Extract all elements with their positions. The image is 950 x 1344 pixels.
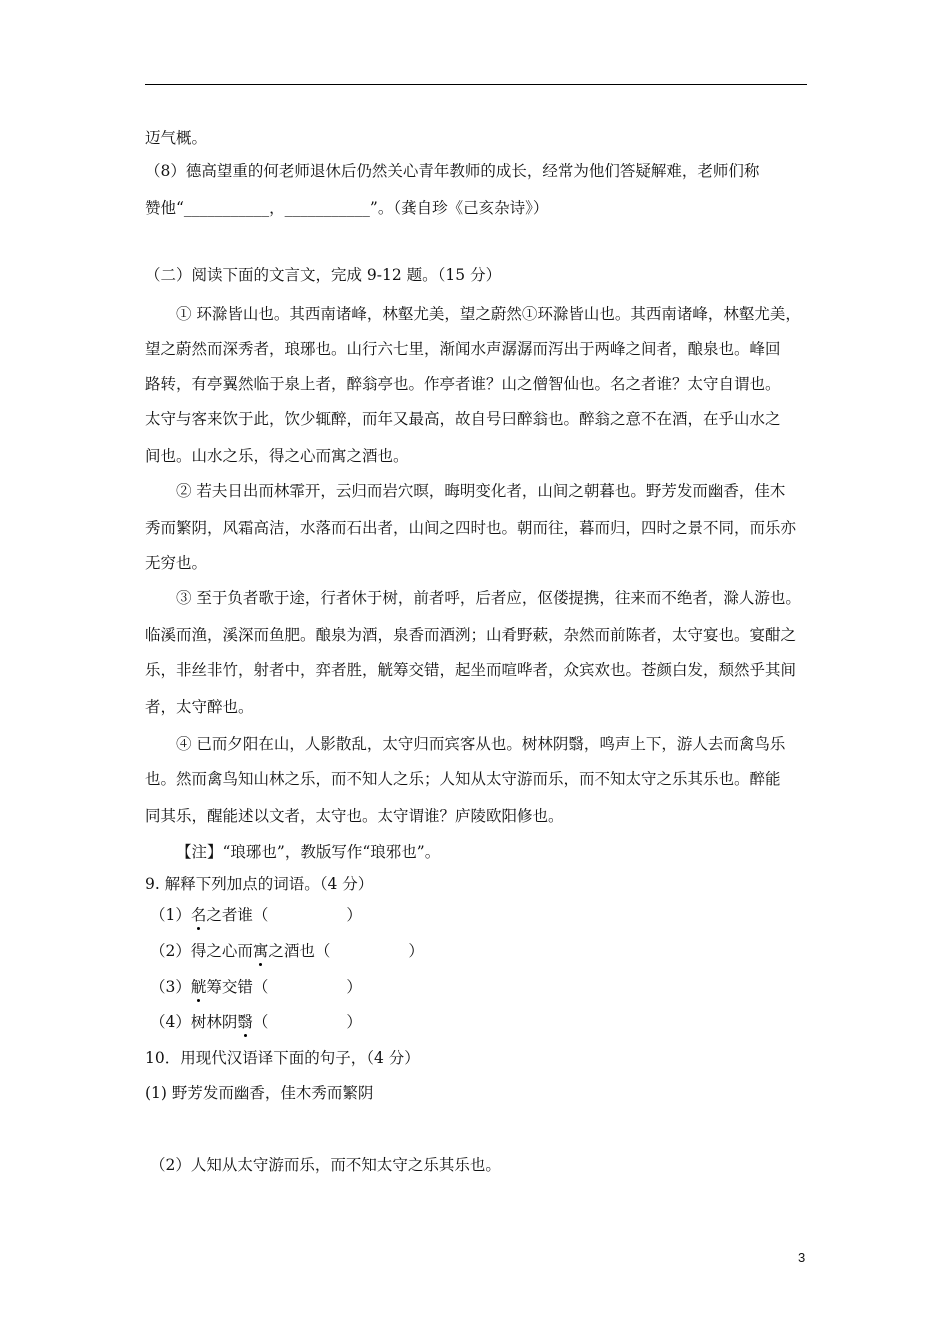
- page-number: 3: [798, 1250, 806, 1265]
- text-line: 迈气概。: [145, 129, 208, 147]
- header-rule: [145, 84, 807, 85]
- q9-item-2: （2）得之心而寓之酒也（ ）: [150, 942, 424, 960]
- text-line: ① 环滁皆山也。其西南诸峰，林壑尤美，望之蔚然①环滁皆山也。其西南诸峰，林壑尤美，: [176, 305, 801, 323]
- text-line: （8）德高望重的何老师退休后仍然关心青年教师的成长，经常为他们答疑解难，老师们称: [145, 162, 760, 180]
- section-heading: （二）阅读下面的文言文，完成 9-12 题。（15 分）: [145, 266, 502, 284]
- q9-item-3: （3）觥筹交错（ ）: [150, 978, 362, 996]
- text-line: 者，太守醉也。: [145, 698, 254, 716]
- text-line: 间也。山水之乐，得之心而寓之酒也。: [145, 447, 409, 465]
- emphasis-dot-char: 名: [190, 906, 207, 924]
- text-line: 同其乐，醒能述以文者，太守也。太守谓谁？庐陵欧阳修也。: [145, 807, 564, 825]
- text-line: 无穷也。: [145, 554, 208, 572]
- text-line: 望之蔚然而深秀者，琅琊也。山行六七里，渐闻水声潺潺而泻出于两峰之间者，酿泉也。峰回: [145, 340, 781, 358]
- text-line: 路转，有亭翼然临于泉上者，醉翁亭也。作亭者谁？山之僧智仙也。名之者谁？太守自谓也。: [145, 375, 781, 393]
- q9-item-1: （1）名之者谁（ ）: [150, 906, 362, 924]
- q10-sentence-1: (1) 野芳发而幽香，佳木秀而繁阴: [145, 1084, 374, 1102]
- question-10-title: 10．用现代汉语译下面的句子，（4 分）: [145, 1049, 420, 1067]
- text-line: 秀而繁阴，风霜高洁，水落而石出者，山间之四时也。朝而往，暮而归，四时之景不同，而乐亦: [145, 519, 797, 537]
- text-line: 太守与客来饮于此，饮少辄醉，而年又最高，故自号曰醉翁也。醉翁之意不在酒，在乎山水之: [145, 410, 781, 428]
- text-line: 也。然而禽鸟知山林之乐，而不知人之乐；人知从太守游而乐，而不知太守之乐其乐也。醉能: [145, 770, 781, 788]
- note-line: 【注】“琅琊也”，教版写作“琅邪也”。: [176, 843, 441, 861]
- emphasis-dot-char: 翳: [237, 1013, 253, 1031]
- text-line: ③ 至于负者歌于途，行者休于树，前者呼，后者应，伛偻提携，往来而不绝者，滁人游也。: [176, 589, 801, 607]
- question-9-title: 9. 解释下列加点的词语。（4 分）: [145, 875, 374, 893]
- text-line: 临溪而渔，溪深而鱼肥。酿泉为酒，泉香而酒洌；山肴野蔌，杂然而前陈者，太守宴也。宴酣之: [145, 626, 797, 644]
- text-line: ④ 已而夕阳在山，人影散乱，太守归而宾客从也。树林阴翳，鸣声上下，游人去而禽鸟乐: [176, 735, 786, 753]
- q9-item-4: （4）树林阴翳（ ）: [150, 1013, 362, 1031]
- text-line: 赞他“___________，___________”。（龚自珍《己亥杂诗》）: [145, 199, 549, 217]
- emphasis-dot-char: 寓: [252, 942, 269, 960]
- text-line: 乐，非丝非竹，射者中，弈者胜，觥筹交错，起坐而喧哗者，众宾欢也。苍颜白发，颓然乎其间: [145, 661, 797, 679]
- emphasis-dot-char: 觥: [190, 978, 207, 996]
- text-line: ② 若夫日出而林霏开，云归而岩穴暝，晦明变化者，山间之朝暮也。野芳发而幽香，佳木: [176, 482, 786, 500]
- q10-sentence-2: （2）人知从太守游而乐，而不知太守之乐其乐也。: [150, 1156, 501, 1174]
